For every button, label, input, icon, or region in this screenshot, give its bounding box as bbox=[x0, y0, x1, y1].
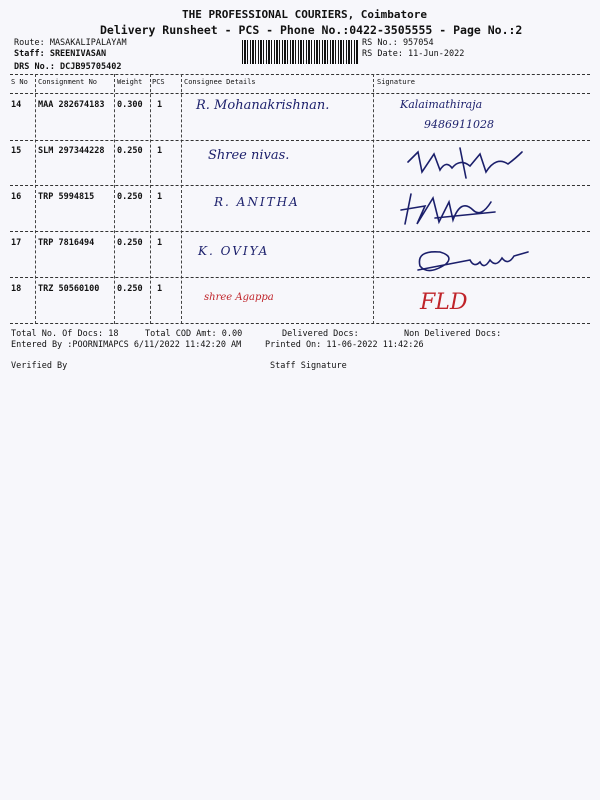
rs-number: RS No.: 957054 bbox=[362, 38, 434, 48]
col-pcs: PCS bbox=[152, 78, 165, 86]
signature-scribble bbox=[400, 142, 530, 182]
total-docs: Total No. Of Docs: 18 bbox=[11, 329, 119, 339]
printed-on: Printed On: 11-06-2022 11:42:26 bbox=[265, 340, 424, 350]
runsheet-subtitle: Delivery Runsheet - PCS - Phone No.:0422-3505555 - Page No.:2 bbox=[100, 23, 523, 37]
signature-scribble bbox=[395, 188, 505, 230]
row-pcs: 1 bbox=[157, 100, 163, 110]
non-delivered-docs: Non Delivered Docs: bbox=[404, 329, 502, 339]
col-divider bbox=[150, 74, 151, 324]
row-sno: 16 bbox=[11, 192, 22, 202]
total-cod: Total COD Amt: 0.00 bbox=[145, 329, 243, 339]
row-pcs: 1 bbox=[157, 192, 163, 202]
row-consignee: R. Mohanakrishnan. bbox=[196, 98, 330, 113]
row-weight: 0.300 bbox=[117, 100, 143, 110]
row-consignee: shree Agappa bbox=[204, 292, 274, 303]
row-divider bbox=[10, 277, 590, 278]
row-consignment: SLM 297344228 bbox=[38, 146, 105, 156]
row-consignment: TRZ 50560100 bbox=[38, 284, 100, 294]
row-phone: 9486911028 bbox=[424, 118, 494, 131]
col-weight: Weight bbox=[117, 78, 143, 86]
row-sno: 14 bbox=[11, 100, 22, 110]
signature-scribble bbox=[410, 238, 535, 278]
row-consignee: R. ANITHA bbox=[214, 195, 300, 209]
row-signature: Kalaimathiraja bbox=[400, 98, 483, 111]
delivered-docs: Delivered Docs: bbox=[282, 329, 359, 339]
row-consignment: MAA 282674183 bbox=[38, 100, 105, 110]
table-top-rule bbox=[10, 74, 590, 75]
col-consignee: Consignee Details bbox=[184, 78, 256, 86]
staff: Staff: SREENIVASAN bbox=[14, 49, 107, 59]
rs-date: RS Date: 11-Jun-2022 bbox=[362, 49, 465, 59]
row-divider bbox=[10, 140, 590, 141]
company-name: THE PROFESSIONAL COURIERS, Coimbatore bbox=[182, 8, 428, 21]
table-bottom-rule bbox=[10, 323, 590, 324]
row-pcs: 1 bbox=[157, 146, 163, 156]
row-sno: 15 bbox=[11, 146, 22, 156]
row-consignee: K. OVIYA bbox=[198, 244, 270, 258]
barcode bbox=[242, 40, 358, 64]
row-weight: 0.250 bbox=[117, 192, 143, 202]
entered-by: Entered By :POORNIMAPCS 6/11/2022 11:42:20 AM bbox=[11, 340, 242, 350]
verified-by: Verified By bbox=[11, 361, 68, 371]
row-consignee: Shree nivas. bbox=[208, 148, 290, 163]
col-sno: S No bbox=[11, 78, 28, 86]
row-sno: 18 bbox=[11, 284, 22, 294]
col-consignment: Consignment No bbox=[38, 78, 98, 86]
col-signature: Signature bbox=[377, 78, 415, 86]
row-divider bbox=[10, 231, 590, 232]
row-pcs: 1 bbox=[157, 284, 163, 294]
drs-number: DRS No.: DCJB95705402 bbox=[14, 62, 122, 72]
route: Route: MASAKALIPALAYAM bbox=[14, 38, 127, 48]
row-weight: 0.250 bbox=[117, 146, 143, 156]
row-consignment: TRP 5994815 bbox=[38, 192, 95, 202]
row-weight: 0.250 bbox=[117, 284, 143, 294]
col-divider bbox=[181, 74, 182, 324]
row-weight: 0.250 bbox=[117, 238, 143, 248]
row-pcs: 1 bbox=[157, 238, 163, 248]
staff-signature-label: Staff Signature bbox=[270, 361, 347, 371]
col-divider bbox=[373, 74, 374, 324]
row-status-mark: FLD bbox=[420, 290, 468, 315]
col-divider bbox=[114, 74, 115, 324]
row-sno: 17 bbox=[11, 238, 22, 248]
table-header-rule bbox=[10, 93, 590, 94]
row-divider bbox=[10, 185, 590, 186]
col-divider bbox=[35, 74, 36, 324]
row-consignment: TRP 7816494 bbox=[38, 238, 95, 248]
